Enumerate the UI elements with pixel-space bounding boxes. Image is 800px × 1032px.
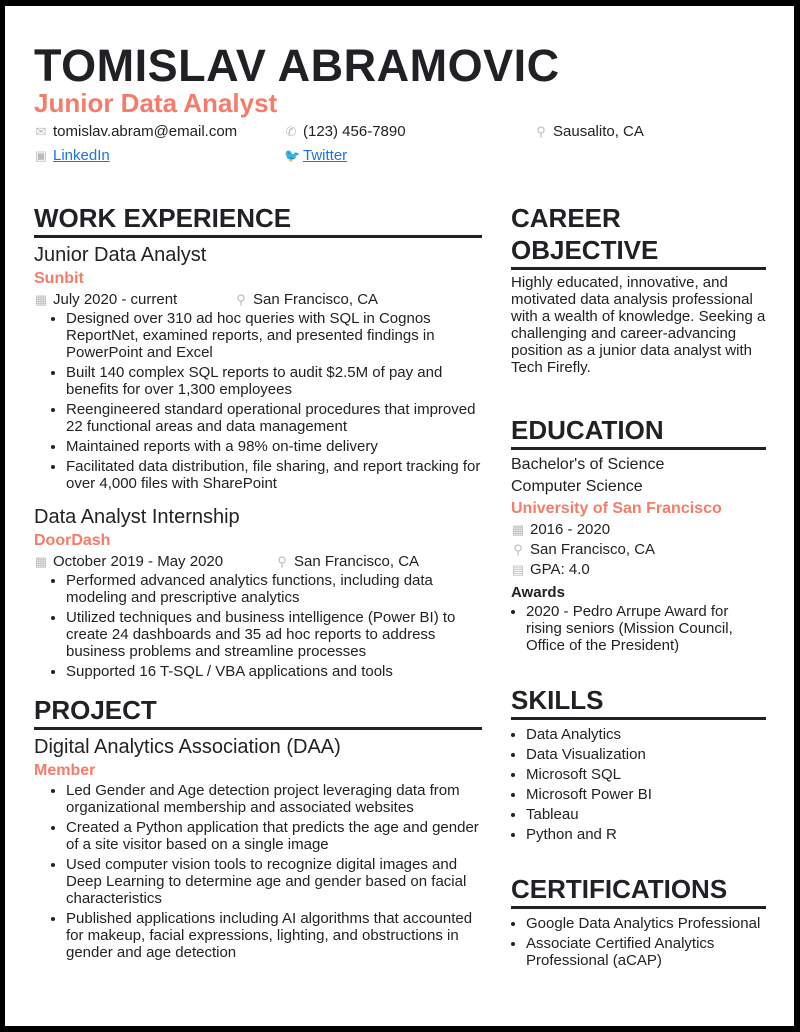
edu-dates (511, 520, 766, 540)
right-column (511, 202, 766, 972)
list-item: • Supported 16 T-SQL / VBA applications and tools (66, 663, 482, 680)
gpa-text: GPA: 4.0 (530, 561, 590, 578)
job-meta (34, 552, 482, 572)
list-item: • Led Gender and Age detection project leveraging data from organizational membership and associated websites (66, 782, 482, 816)
section-heading-work: WORK EXPERIENCE (34, 202, 482, 238)
list-item: • Created a Python application that predicts the age and gender of a site visitor based on a single image (66, 819, 482, 853)
list-item: • Designed over 310 ad hoc queries with SQL in Cognos ReportNet, examined reports, and presented findings in PowerPoint and Excel (66, 310, 482, 361)
job-company: DoorDash (34, 532, 111, 549)
list-item: • Utilized techniques and business intelligence (Power BI) to create 24 dashboards and 35 ad hoc reports to address business problems and streamline processes (66, 609, 482, 660)
list-item: • Published applications including AI algorithms that accounted for makeup, facial expressions, lighting, and obstructions in gender and age detection (66, 910, 482, 961)
list-item: • Associate Certified Analytics Professional (aCAP) (526, 935, 766, 969)
envelope-icon: ✉ (35, 123, 47, 139)
job-entry (34, 242, 482, 492)
list-item: • Microsoft Power BI (526, 786, 766, 803)
job-bullets (34, 572, 482, 680)
awards-list (511, 603, 766, 654)
location-text: Sausalito, CA (553, 123, 644, 140)
location (534, 123, 644, 140)
job-bullets (34, 310, 482, 492)
degree: Bachelor's of Science (511, 456, 665, 473)
objective-text: Highly educated, innovative, and motivated data analysis professional with a wealth of knowledge. Seeking a challenging and career-advancing position as a junior data analyst with Tech Firefly. (511, 274, 766, 376)
twitter (284, 147, 347, 164)
job-location: San Francisco, CA (294, 553, 420, 570)
edu-gpa (511, 560, 766, 580)
section-heading-certifications: CERTIFICATIONS (511, 873, 766, 909)
section-heading-skills: SKILLS (511, 684, 766, 720)
list-item: • Microsoft SQL (526, 766, 766, 783)
linkedin (34, 147, 110, 164)
school: University of San Francisco (511, 500, 722, 517)
list-item: • Maintained reports with a 98% on-time delivery (66, 438, 482, 455)
calendar-icon: ▦ (34, 292, 48, 307)
skills-list (511, 726, 766, 843)
project-role: Member (34, 762, 96, 779)
list-item: • Built 140 complex SQL reports to audit $2.5M of pay and benefits for over 1,300 employees (66, 364, 482, 398)
section-heading-objective: CAREER OBJECTIVE (511, 202, 766, 270)
map-pin-icon: ⚲ (536, 123, 546, 139)
list-item: • Facilitated data distribution, file sharing, and report tracking for over 4,000 files with SharePoint (66, 458, 482, 492)
phone-icon: ✆ (285, 123, 297, 139)
job-entry (34, 504, 482, 680)
gpa-icon: ▤ (511, 562, 525, 577)
field: Computer Science (511, 478, 643, 495)
list-item: • Tableau (526, 806, 766, 823)
linkedin-icon: ▣ (34, 147, 48, 163)
map-pin-icon: ⚲ (277, 554, 287, 569)
calendar-icon: ▦ (511, 522, 525, 537)
section-heading-project: PROJECT (34, 694, 482, 730)
calendar-icon: ▦ (34, 554, 48, 569)
phone (284, 123, 406, 140)
list-item: • Used computer vision tools to recognize digital images and Deep Learning to determine age and gender based on facial characteristics (66, 856, 482, 907)
linkedin-link[interactable]: LinkedIn (53, 147, 110, 164)
list-item: • Data Analytics (526, 726, 766, 743)
email-text: tomislav.abram@email.com (53, 123, 238, 140)
edu-location (511, 540, 766, 560)
map-pin-icon: ⚲ (513, 542, 523, 557)
left-column (34, 202, 482, 964)
list-item: • 2020 - Pedro Arrupe Award for rising seniors (Mission Council, Office of the President) (526, 603, 766, 654)
job-company: Sunbit (34, 270, 84, 287)
twitter-icon: 🐦 (284, 147, 301, 163)
map-pin-icon: ⚲ (236, 292, 246, 307)
job-role: Junior Data Analyst (34, 244, 207, 266)
candidate-name: TOMISLAV ABRAMOVIC (34, 40, 560, 91)
job-dates: October 2019 - May 2020 (53, 553, 224, 570)
twitter-link[interactable]: Twitter (303, 147, 348, 164)
project-name: Digital Analytics Association (DAA) (34, 736, 341, 758)
section-heading-education: EDUCATION (511, 414, 766, 450)
project-bullets (34, 782, 482, 961)
candidate-title: Junior Data Analyst (34, 88, 278, 118)
list-item: • Data Visualization (526, 746, 766, 763)
list-item: • Python and R (526, 826, 766, 843)
resume-page (5, 6, 794, 1026)
location-text: San Francisco, CA (530, 541, 656, 558)
phone-text: (123) 456-7890 (303, 123, 406, 140)
list-item: • Performed advanced analytics functions, including data modeling and prescriptive analytics (66, 572, 482, 606)
job-dates: July 2020 - current (53, 291, 178, 308)
list-item: • Google Data Analytics Professional (526, 915, 766, 932)
certifications-list (511, 915, 766, 969)
job-role: Data Analyst Internship (34, 506, 240, 528)
job-meta (34, 290, 482, 310)
awards-label: Awards (511, 584, 565, 601)
email (34, 123, 237, 140)
list-item: • Reengineered standard operational procedures that improved 22 functional areas and data management (66, 401, 482, 435)
job-location: San Francisco, CA (253, 291, 379, 308)
dates-text: 2016 - 2020 (530, 521, 611, 538)
